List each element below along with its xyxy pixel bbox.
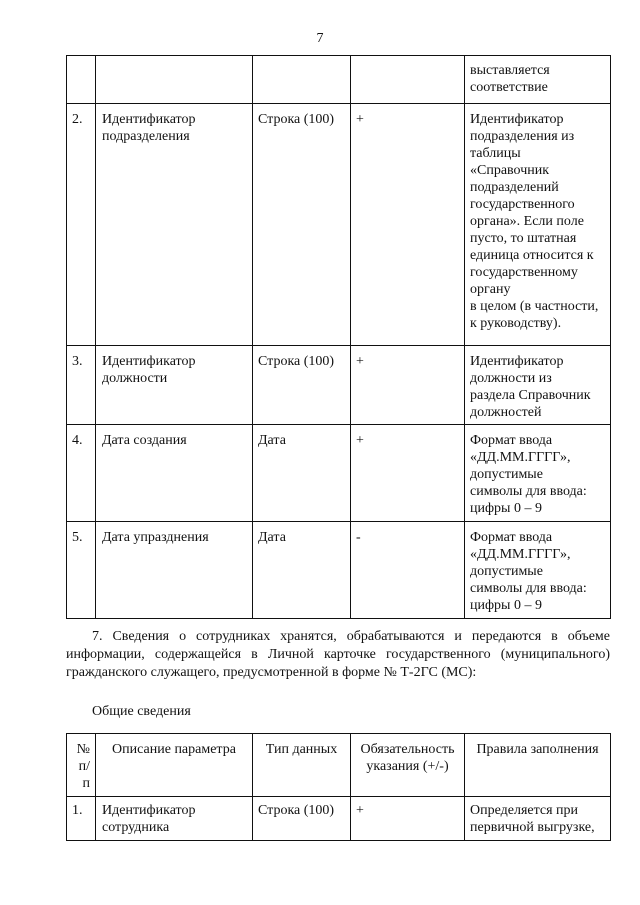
data-type-cell: Строка (100) (253, 104, 351, 346)
page-number: 7 (316, 31, 324, 46)
parameter-name-cell: Идентификатор подразделения (96, 104, 253, 346)
parameters-table-continued (66, 55, 611, 619)
fill-rules-cell: Идентификатор подразделения из таблицы «Справочник подразделений государственного органа». Если поле пусто, то штатная единица относится к государственному органу в целом (в частности, к руководству). (465, 104, 611, 346)
table-row (67, 797, 611, 841)
required-cell (351, 56, 465, 104)
data-type-cell: Дата (253, 522, 351, 619)
header-required: Обязательность указания (+/-) (351, 734, 465, 797)
row-number-cell (67, 56, 96, 104)
required-cell: + (351, 425, 465, 522)
data-type-cell: Дата (253, 425, 351, 522)
table-row (67, 346, 611, 425)
table-row (67, 104, 611, 346)
parameter-name-cell: Идентификатор сотрудника (96, 797, 253, 841)
parameter-name-cell: Дата упразднения (96, 522, 253, 619)
parameter-name-cell: Дата создания (96, 425, 253, 522)
header-parameter-description: Описание параметра (96, 734, 253, 797)
table-header-row (67, 734, 611, 797)
row-number-cell: 5. (67, 522, 96, 619)
header-fill-rules: Правила заполнения (465, 734, 611, 797)
parameter-name-cell (96, 56, 253, 104)
fill-rules-cell: выставляется соответствие (465, 56, 611, 104)
required-cell: + (351, 104, 465, 346)
row-number-cell: 3. (67, 346, 96, 425)
parameter-name-cell: Идентификатор должности (96, 346, 253, 425)
header-data-type: Тип данных (253, 734, 351, 797)
row-number-cell: 4. (67, 425, 96, 522)
row-number-cell: 1. (67, 797, 96, 841)
general-info-table (66, 733, 611, 841)
fill-rules-cell: Формат ввода «ДД.ММ.ГГГГ», допустимые символы для ввода: цифры 0 – 9 (465, 425, 611, 522)
required-cell: + (351, 346, 465, 425)
table-row (67, 56, 611, 104)
paragraph-7-employee-info: 7. Сведения о сотрудниках хранятся, обрабатываются и передаются в объеме информации, содержащейся в Личной карточке государственного (муниципального) гражданского служащего, предусмотренной в форме № Т-2ГС (МС): (66, 629, 610, 680)
data-type-cell: Строка (100) (253, 797, 351, 841)
table-row (67, 522, 611, 619)
required-cell: + (351, 797, 465, 841)
data-type-cell: Строка (100) (253, 346, 351, 425)
fill-rules-cell: Идентификатор должности из раздела Справочник должностей (465, 346, 611, 425)
row-number-cell: 2. (67, 104, 96, 346)
data-type-cell (253, 56, 351, 104)
table-row (67, 425, 611, 522)
fill-rules-cell: Определяется при первичной выгрузке, (465, 797, 611, 841)
required-cell: - (351, 522, 465, 619)
fill-rules-cell: Формат ввода «ДД.ММ.ГГГГ», допустимые символы для ввода: цифры 0 – 9 (465, 522, 611, 619)
section-heading-general-info: Общие сведения (92, 704, 191, 719)
header-row-number: № п/п (67, 734, 96, 797)
